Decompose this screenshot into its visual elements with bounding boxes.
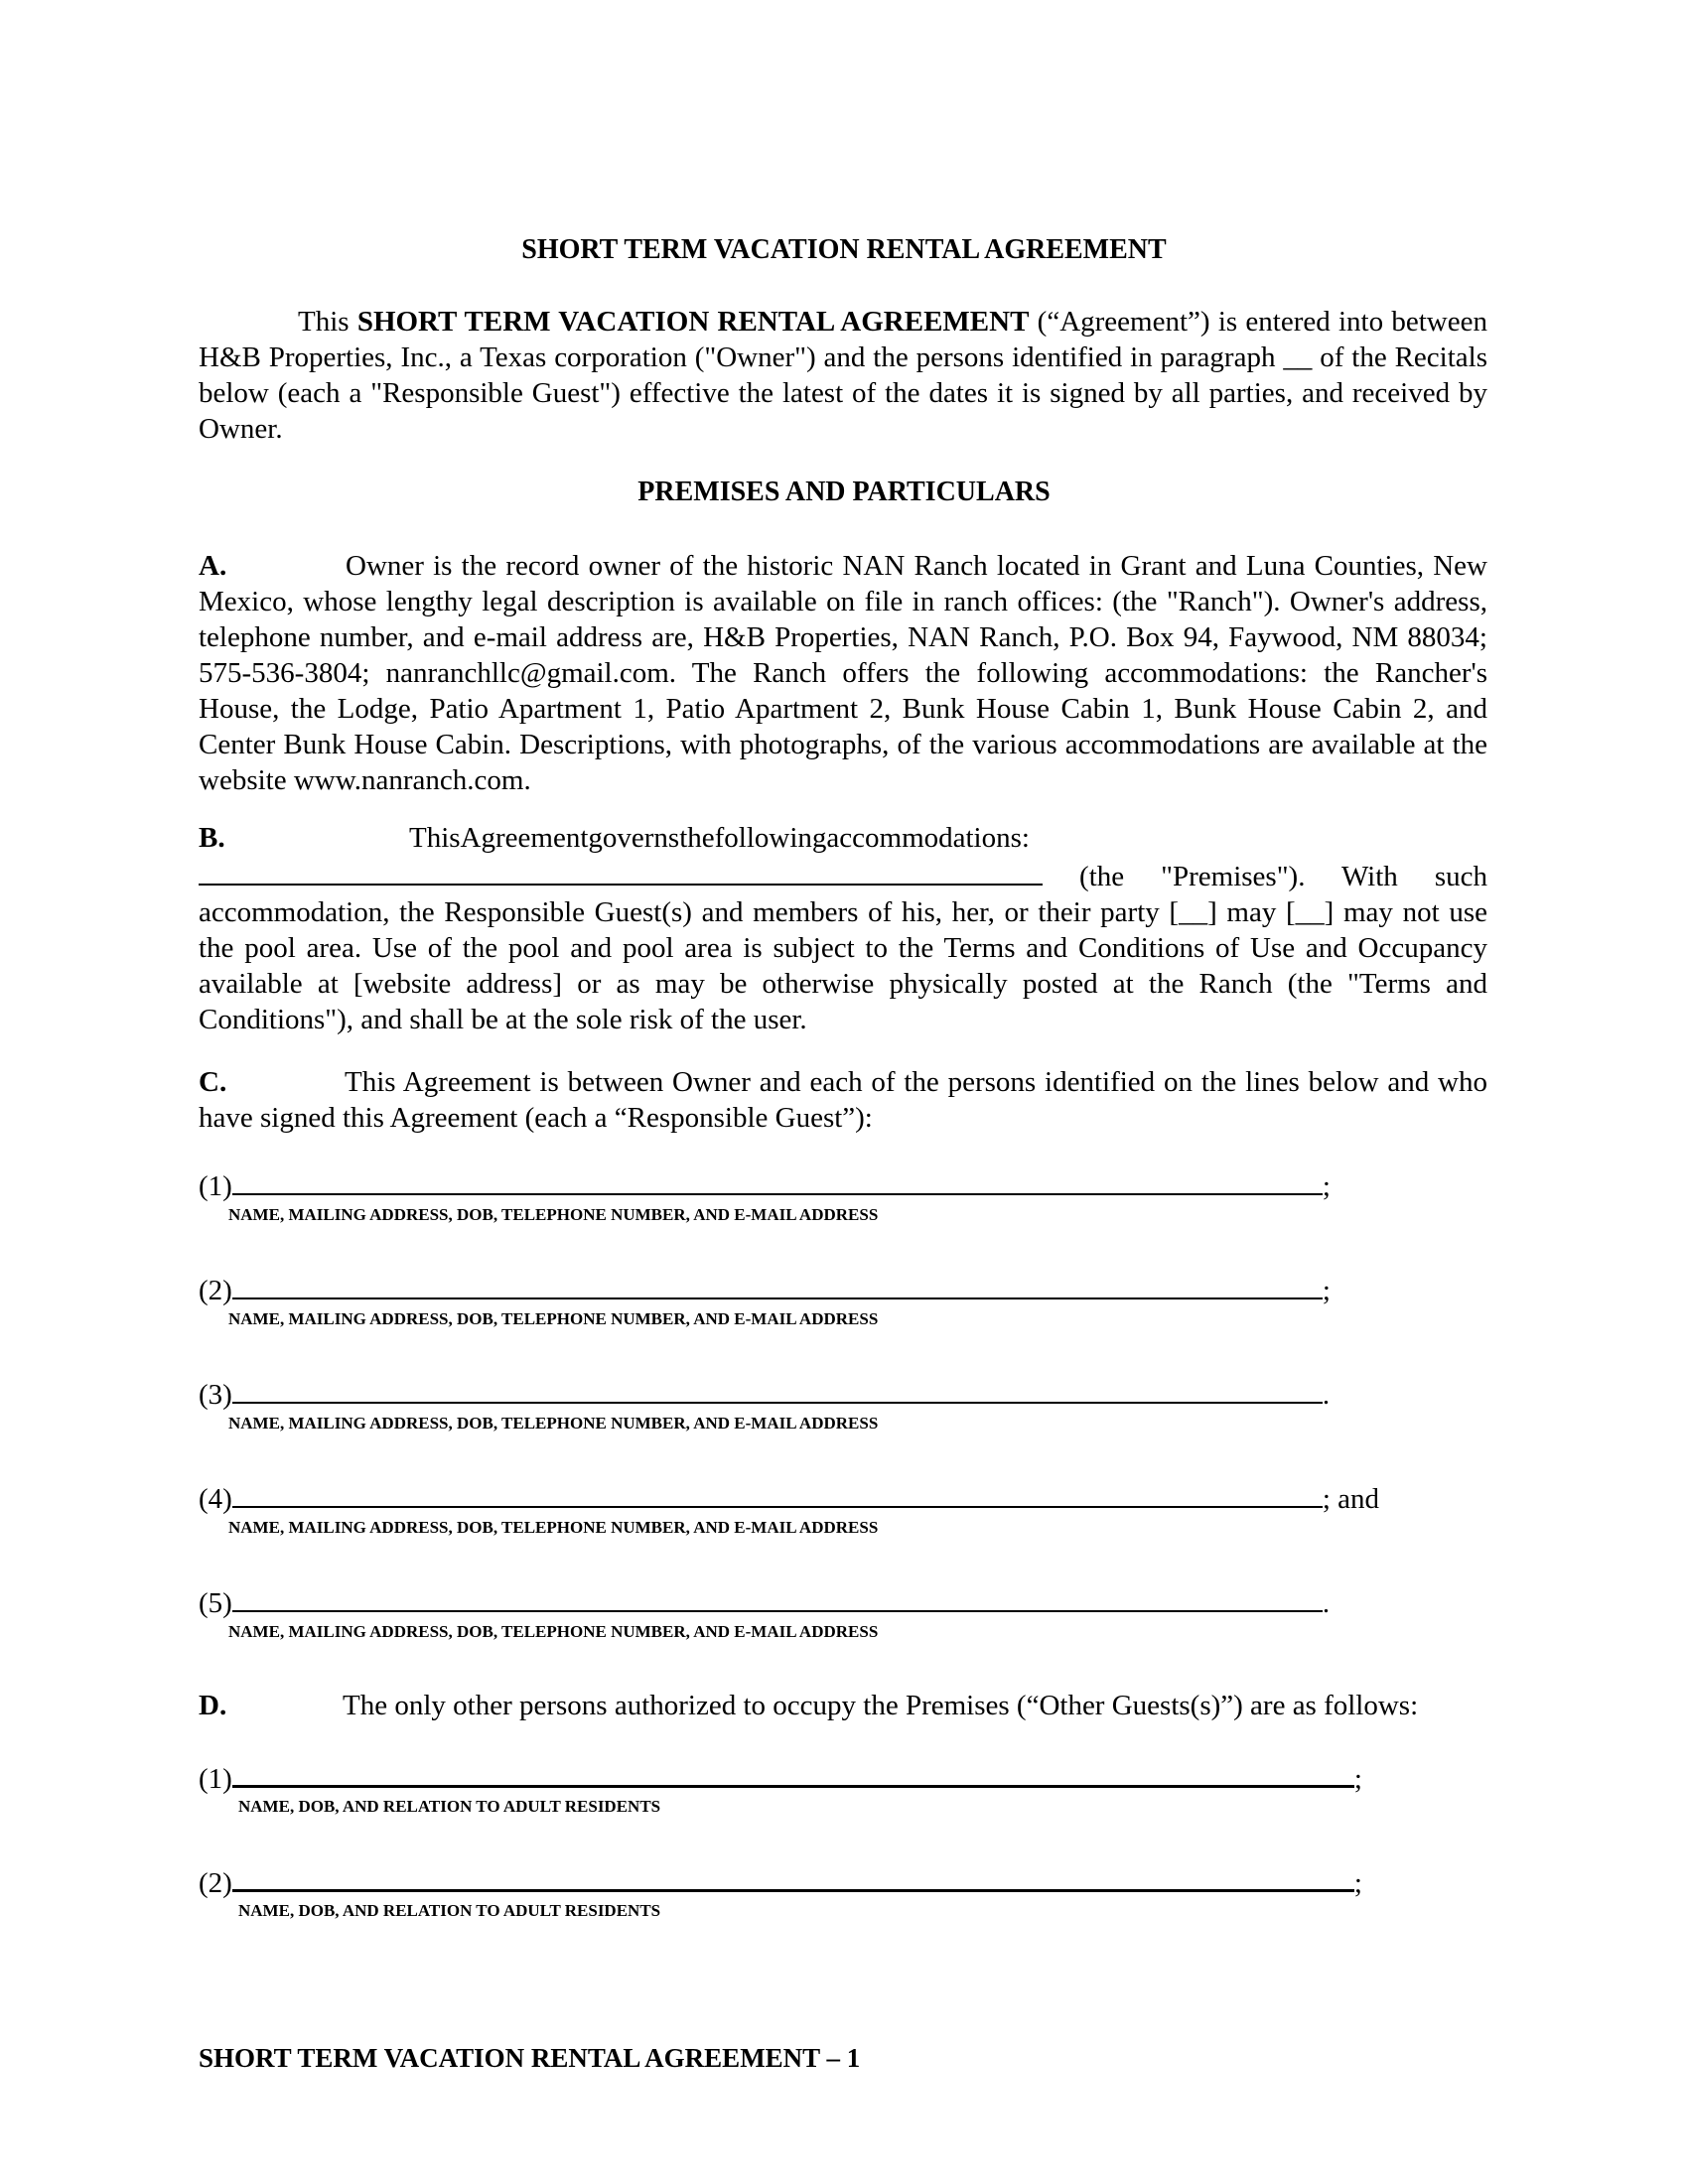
recital-b-label: B. — [199, 822, 225, 854]
guest-caption: NAME, MAILING ADDRESS, DOB, TELEPHONE NUMBER, AND E-MAIL ADDRESS — [228, 1622, 879, 1641]
recital-b-first: ThisAgreementgovernsthefollowingaccommodations: — [409, 822, 1030, 854]
guest-3-field[interactable] — [232, 1374, 1323, 1404]
recital-b-rest: (the "Premises"). With such accommodation, the Responsible Guest(s) and members of his, her, or their party [__] may [__] may not use the pool area. Use of the pool and pool area is subject to the Terms and Conditions of Use and Occupancy available at [website address] or as may be otherwise physically posted at the Ranch (the "Terms and Conditions"), and shall be at the sole risk of the user. — [199, 861, 1487, 1035]
other-guest-line-1 — [199, 1757, 1362, 1793]
recital-c-label: C. — [199, 1066, 227, 1098]
guest-line-5 — [199, 1582, 1330, 1618]
intro-lead: This — [298, 306, 357, 338]
guest-number: (2) — [199, 1275, 232, 1306]
guest-number: (1) — [199, 1170, 232, 1202]
guest-line-end: ; — [1322, 1275, 1331, 1306]
guest-number: (4) — [199, 1483, 232, 1515]
guest-number: (3) — [199, 1379, 232, 1411]
guest-1-field[interactable] — [232, 1165, 1323, 1195]
other-guest-1-field[interactable] — [232, 1757, 1354, 1788]
guest-caption: NAME, MAILING ADDRESS, DOB, TELEPHONE NUMBER, AND E-MAIL ADDRESS — [228, 1518, 879, 1537]
other-guest-2-field[interactable] — [232, 1861, 1354, 1892]
recital-a-label: A. — [199, 550, 227, 582]
guest-line-end: . — [1322, 1379, 1331, 1411]
guest-line-4 — [199, 1478, 1379, 1514]
guest-line-end: ; — [1322, 1170, 1331, 1202]
other-guest-number: (1) — [199, 1763, 232, 1795]
guest-caption: NAME, MAILING ADDRESS, DOB, TELEPHONE NUMBER, AND E-MAIL ADDRESS — [228, 1414, 879, 1433]
premises-blank-line[interactable] — [199, 856, 1043, 886]
other-guest-number: (2) — [199, 1867, 232, 1899]
other-guest-line-end: ; — [1353, 1763, 1362, 1795]
recital-d-label: D. — [199, 1690, 227, 1721]
other-guest-line-2 — [199, 1861, 1362, 1897]
intro-rest: (“Agreement”) is entered into between H&B Properties, Inc., a Texas corporation ("Owner") and the persons identified in paragraph __ of the Recitals below (each a "Responsible Guest") effective the latest of the dates it is signed by all parties, and received by Owner. — [199, 306, 1487, 445]
recital-d-text: The only other persons authorized to occupy the Premises (“Other Guests(s)”) are as follows: — [343, 1690, 1419, 1721]
recital-d — [199, 1688, 1487, 1723]
guest-caption: NAME, MAILING ADDRESS, DOB, TELEPHONE NUMBER, AND E-MAIL ADDRESS — [228, 1309, 879, 1328]
page-footer: SHORT TERM VACATION RENTAL AGREEMENT – 1 — [199, 2043, 861, 2073]
recital-c-text: This Agreement is between Owner and each of the persons identified on the lines below and who have signed this Agreement (each a “Responsible Guest”): — [199, 1066, 1487, 1134]
guest-5-field[interactable] — [232, 1582, 1323, 1612]
guest-line-3 — [199, 1374, 1330, 1410]
recital-c — [199, 1064, 1487, 1136]
guest-4-field[interactable] — [232, 1478, 1323, 1508]
document-title: SHORT TERM VACATION RENTAL AGREEMENT — [521, 234, 1167, 265]
guest-2-field[interactable] — [232, 1270, 1323, 1299]
other-guest-line-end: ; — [1353, 1867, 1362, 1899]
recital-b — [199, 820, 1487, 1037]
recital-a — [199, 548, 1487, 798]
guest-line-end: ; and — [1322, 1483, 1380, 1515]
intro-paragraph — [199, 304, 1487, 447]
guest-number: (5) — [199, 1587, 232, 1619]
other-guest-caption: NAME, DOB, AND RELATION TO ADULT RESIDENTS — [238, 1797, 661, 1816]
guest-line-end: . — [1322, 1587, 1331, 1619]
guest-line-1 — [199, 1165, 1331, 1201]
intro-bold: SHORT TERM VACATION RENTAL AGREEMENT — [356, 306, 1030, 338]
section-heading: PREMISES AND PARTICULARS — [637, 477, 1051, 507]
guest-line-2 — [199, 1270, 1331, 1305]
other-guest-caption: NAME, DOB, AND RELATION TO ADULT RESIDENTS — [238, 1901, 661, 1920]
guest-caption: NAME, MAILING ADDRESS, DOB, TELEPHONE NUMBER, AND E-MAIL ADDRESS — [228, 1205, 879, 1224]
recital-a-text: Owner is the record owner of the historic NAN Ranch located in Grant and Luna Counties, New Mexico, whose lengthy legal description is available on file in ranch offices: (the "Ranch"). Owner's address, telephone number, and e-mail address are, H&B Properties, NAN Ranch, P.O. Box 94, Faywood, NM 88034; 575-536-3804; nanranchllc@gmail.com. The Ranch offers the following accommodations: the Rancher's House, the Lodge, Patio Apartment 1, Patio Apartment 2, Bunk House Cabin 1, Bunk House Cabin 2, and Center Bunk House Cabin. Descriptions, with photographs, of the various accommodations are available at the website www.nanranch.com. — [199, 550, 1487, 796]
